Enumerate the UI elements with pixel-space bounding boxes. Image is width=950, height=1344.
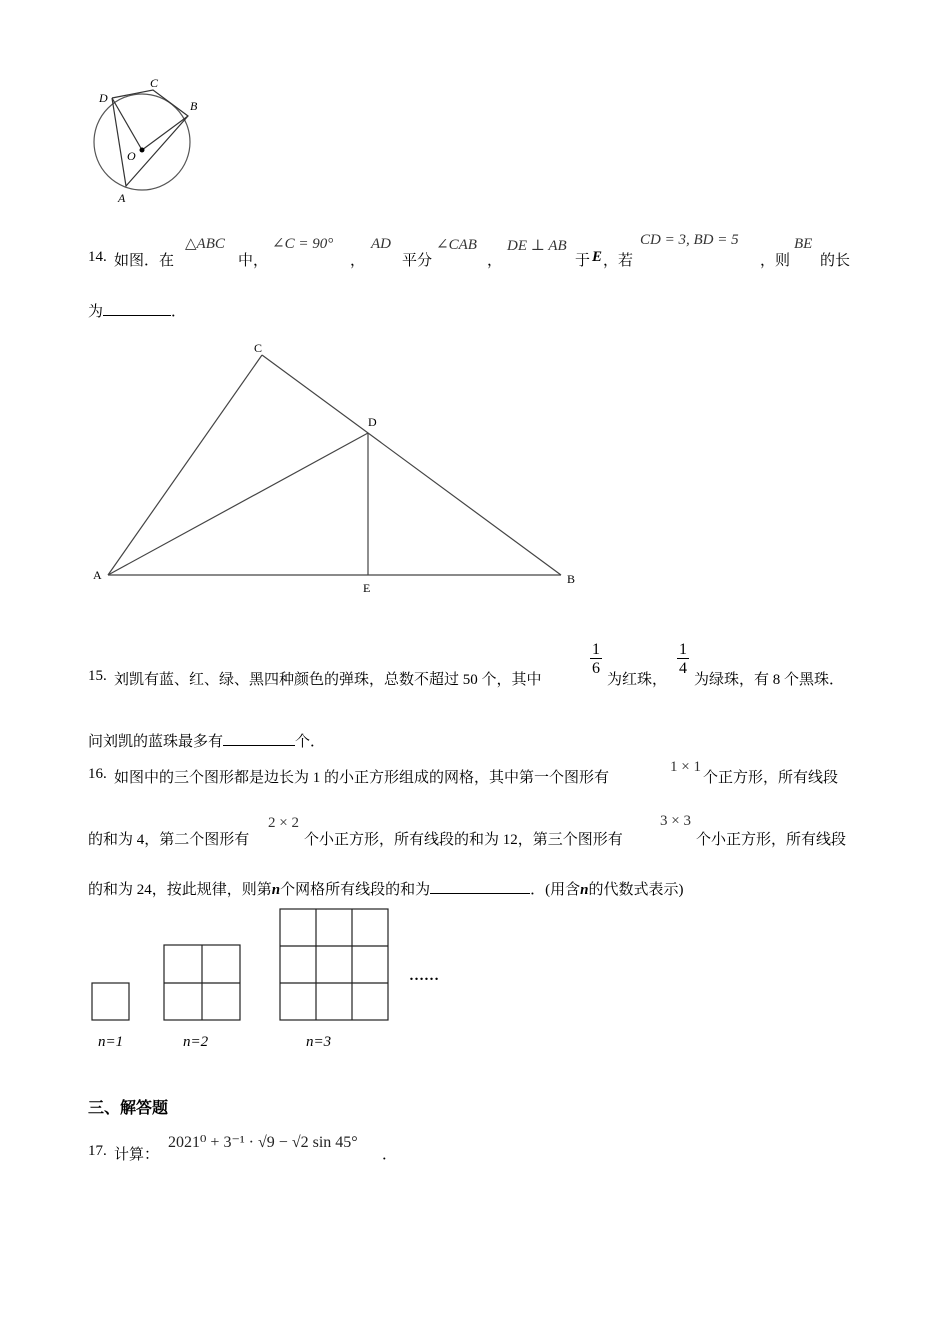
section-title: 三、解答题 [88, 1098, 169, 1117]
q16-text: 个正方形，所有线段 [703, 770, 839, 786]
q17-number: 17. [88, 1143, 107, 1159]
q15-fraction-denominator: 4 [679, 660, 687, 677]
q17-expression: 2021⁰ + 3⁻¹ · √9 − √2 sin 45° [168, 1134, 358, 1151]
triangle-figure [85, 335, 595, 605]
q14-text: 如图．在 [114, 253, 175, 269]
circle-figure [85, 72, 215, 207]
q14-point-e: E [592, 249, 603, 265]
q14-triangle-abc: △ABC [185, 236, 225, 252]
q16-text: 个小正方形，所有线段 [696, 832, 847, 848]
q15-fraction-one-fourth [677, 642, 689, 677]
q15-number: 15. [88, 668, 107, 684]
q14-text: ， [487, 253, 503, 269]
q15-fraction-numerator: 1 [592, 641, 600, 658]
q14-line2 [88, 300, 186, 321]
q16-text: 的代数式表示) [588, 882, 684, 898]
q15-fraction-denominator: 6 [592, 660, 600, 677]
point-b-label: B [190, 99, 198, 113]
q16-line3 [88, 878, 683, 899]
q14-angle-c: ∠C = 90° [272, 236, 334, 252]
q14-text: ，则 [760, 253, 791, 269]
q16-text: ．(用含 [530, 882, 581, 898]
q16-math-2x2: 2 × 2 [268, 815, 299, 831]
grid-ellipsis: …… [409, 968, 439, 984]
vertex-c-label: C [254, 341, 263, 355]
q14-answer-blank[interactable] [103, 301, 171, 316]
q15-text: 刘凯有蓝、红、绿、黑四种颜色的弹珠，总数不超过 50 个，其中 [114, 672, 542, 688]
q14-text: ， [350, 253, 366, 269]
q15-text: 为红珠， [607, 672, 668, 688]
grid-label-n1: n=1 [98, 1034, 124, 1050]
q16-number: 16. [88, 766, 107, 782]
q15-line2 [88, 730, 325, 751]
grid-label-n2: n=2 [183, 1034, 209, 1050]
q17-text: 计算： [114, 1147, 160, 1163]
q14-number: 14. [88, 249, 107, 265]
q14-be: BE [794, 236, 813, 252]
q15-text: 个． [295, 734, 326, 750]
grid-figures [85, 905, 455, 1055]
grid-label-n3: n=3 [306, 1034, 332, 1050]
q16-math-3x3: 3 × 3 [660, 813, 691, 829]
q16-text: 个小正方形，所有线段的和为 12，第三个图形有 [304, 832, 623, 848]
q14-angle-cab: ∠CAB [436, 237, 477, 253]
q16-text: 个网格所有线段的和为 [280, 882, 431, 898]
vertex-e-label: E [363, 581, 371, 595]
q15-text: 问刘凯的蓝珠最多有 [88, 734, 224, 750]
q16-text: 如图中的三个图形都是边长为 1 的小正方形组成的网格，其中第一个图形有 [114, 770, 610, 786]
q15-text: 为绿珠，有 8 个黑珠． [694, 672, 845, 688]
point-c-label: C [150, 76, 159, 90]
q14-text: 中， [238, 253, 269, 269]
q14-text: ． [171, 304, 187, 320]
q16-text: 的和为 24，按此规律，则第 [88, 882, 272, 898]
vertex-a-label: A [93, 568, 102, 582]
point-d-label: D [99, 91, 108, 105]
q14-text: 平分 [402, 253, 433, 269]
point-o-label: O [127, 149, 136, 163]
point-a-label: A [118, 191, 126, 205]
q14-text: 于 [575, 253, 591, 269]
q16-math-1x1: 1 × 1 [670, 759, 701, 775]
q14-ad: AD [371, 236, 391, 252]
vertex-d-label: D [368, 415, 377, 429]
q17-text: ． [382, 1147, 398, 1163]
q16-n: n [580, 882, 589, 898]
q14-values: CD = 3, BD = 5 [640, 232, 739, 248]
q15-fraction-numerator: 1 [679, 641, 687, 658]
q16-text: 的和为 4，第二个图形有 [88, 832, 250, 848]
q15-answer-blank[interactable] [223, 731, 295, 746]
q16-n: n [271, 882, 281, 898]
q14-text: 为 [88, 304, 104, 320]
vertex-b-label: B [567, 572, 576, 586]
q14-text: ，若 [603, 253, 634, 269]
q14-perp: DE ⊥ AB [507, 238, 567, 254]
q15-fraction-one-sixth [590, 642, 602, 677]
q16-answer-blank[interactable] [430, 879, 530, 894]
q14-text: 的长 [820, 253, 851, 269]
